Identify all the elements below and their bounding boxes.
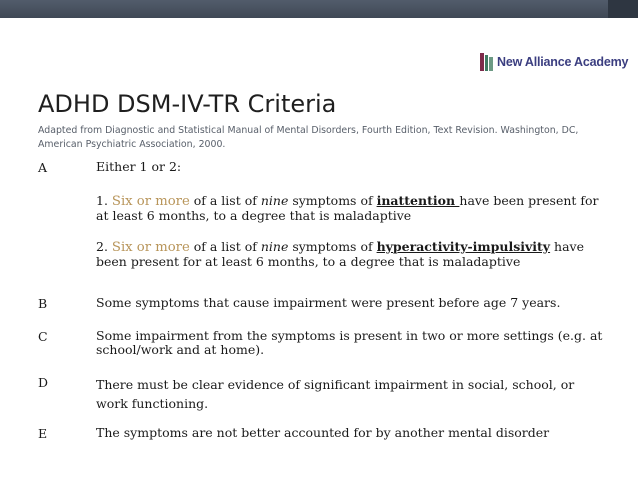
top-banner [0, 0, 638, 18]
criterion-a-intro: Either 1 or 2: [96, 159, 182, 174]
slide-title: ADHD DSM-IV-TR Criteria [38, 90, 337, 118]
slide-subtitle: Adapted from Diagnostic and Statistical Manual of Mental Disorders, Fourth Edition, Text Revision. Washington, DC, American Psychiatric Association, 2000. [38, 125, 579, 150]
emphasis-text: Six or more [111, 194, 190, 209]
criterion-c-text: Some impairment from the symptoms is present in two or more settings (e.g. at school/work and at home). [96, 328, 603, 357]
item-text: have been present for at least 6 months, to a degree that is maladaptive [96, 239, 585, 269]
logo-text: New Alliance Academy [497, 55, 629, 69]
item-text: have been present for at least 6 months, to a degree that is maladaptive [96, 193, 599, 223]
item-text: symptoms of [288, 193, 377, 208]
item-text: of a list of [189, 193, 261, 208]
italic-text: nine [260, 239, 289, 254]
item-text: symptoms of [288, 239, 377, 254]
criterion-a-letter: A [38, 160, 48, 175]
criterion-d-text: There must be clear evidence of significant impairment in social, school, or work functioning. [96, 377, 575, 411]
criterion-e-text: The symptoms are not better accounted for by another mental disorder [96, 425, 550, 440]
item-text: of a list of [189, 239, 261, 254]
criterion-a-item-1 [96, 194, 606, 223]
italic-text: nine [260, 193, 289, 208]
criterion-d-letter: D [38, 375, 49, 390]
organization-logo [480, 51, 628, 73]
building-columns-logo-icon [480, 53, 493, 71]
criterion-c-letter: C [38, 329, 48, 344]
criterion-b-letter: B [38, 296, 48, 311]
underlined-term: inattention [376, 193, 460, 208]
criterion-e-letter: E [38, 426, 48, 441]
emphasis-text: Six or more [111, 240, 190, 255]
criterion-b-text: Some symptoms that cause impairment were present before age 7 years. [96, 295, 561, 310]
underlined-term: hyperactivity-impulsivity [376, 239, 551, 254]
banner-corner-swatch [608, 0, 638, 18]
item-number: 1. [96, 193, 112, 208]
item-number: 2. [96, 239, 112, 254]
criterion-a-item-2 [96, 240, 606, 269]
